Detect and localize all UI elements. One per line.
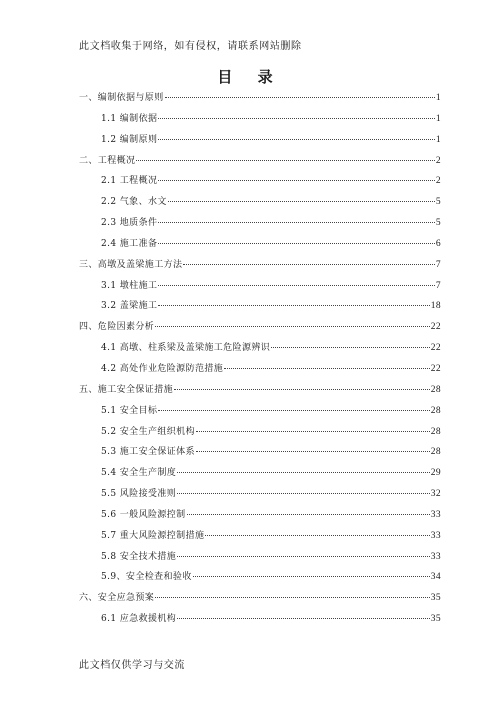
toc-entry-title: 5.3 施工安全保证体系	[101, 447, 195, 458]
toc-dot-leader	[177, 493, 430, 494]
toc-dot-leader	[168, 201, 435, 202]
toc-title: 目 录	[217, 68, 283, 86]
toc-chapter-entry[interactable]	[79, 258, 441, 279]
toc-section-entry[interactable]	[79, 362, 441, 383]
toc-entry-title: 3.2 盖梁施工	[101, 301, 158, 312]
toc-entry-title: 5.7 重大风险源控制措施	[101, 530, 205, 541]
toc-section-entry[interactable]	[79, 445, 441, 466]
toc-entry-title: 2.4 施工准备	[101, 238, 158, 249]
toc-section-entry[interactable]	[79, 299, 441, 320]
toc-page-number: 32	[430, 489, 441, 500]
toc-entry-title: 1.1 编制依据	[101, 113, 158, 124]
toc-page-number: 28	[430, 426, 441, 437]
toc-entry-title: 4.2 高处作业危险源防范措施	[101, 363, 224, 374]
toc-section-entry[interactable]	[79, 612, 441, 633]
toc-chapter-entry[interactable]	[79, 383, 441, 404]
toc-dot-leader	[158, 410, 429, 411]
toc-dot-leader	[196, 451, 430, 452]
toc-section-entry[interactable]	[79, 216, 441, 237]
toc-section-entry[interactable]	[79, 341, 441, 362]
toc-dot-leader	[158, 285, 434, 286]
toc-page-number: 22	[430, 322, 441, 333]
toc-entry-title: 5.2 安全生产组织机构	[101, 426, 195, 437]
header-note: 此文档收集于网络，如有侵权，请联系网站删除	[79, 41, 302, 52]
toc-section-entry[interactable]	[79, 112, 441, 133]
toc-entry-title: 2.3 地质条件	[101, 218, 158, 229]
toc-page-number: 1	[435, 134, 441, 145]
toc-dot-leader	[158, 222, 434, 223]
toc-page-number: 35	[430, 614, 441, 625]
toc-dot-leader	[165, 97, 435, 98]
toc-entry-title: 2.1 工程概况	[101, 176, 158, 187]
toc-entry-title: 1.2 编制原则	[101, 134, 158, 145]
toc-dot-leader	[158, 243, 434, 244]
toc-section-entry[interactable]	[79, 133, 441, 154]
toc-entry-title: 5.8 安全技术措施	[101, 551, 177, 562]
toc-section-entry[interactable]	[79, 550, 441, 571]
toc-dot-leader	[187, 514, 430, 515]
toc-dot-leader	[158, 118, 434, 119]
toc-dot-leader	[271, 347, 430, 348]
toc-entry-title: 6.1 应急救援机构	[101, 614, 177, 625]
toc-dot-leader	[224, 368, 430, 369]
toc-dot-leader	[136, 160, 434, 161]
toc-dot-leader	[205, 535, 429, 536]
toc-page-number: 7	[435, 259, 441, 270]
toc-dot-leader	[155, 326, 429, 327]
toc-page-number: 35	[430, 593, 441, 604]
toc-entry-title: 5.6 一般风险源控制	[101, 509, 186, 520]
toc-section-entry[interactable]	[79, 487, 441, 508]
toc-entry-title: 五、施工安全保证措施	[79, 384, 174, 395]
toc-entry-title: 5.5 风险接受准则	[101, 489, 177, 500]
toc-page-number: 2	[435, 176, 441, 187]
toc-page-number: 6	[435, 238, 441, 249]
toc-section-entry[interactable]	[79, 279, 441, 300]
toc-dot-leader	[158, 305, 429, 306]
toc-dot-leader	[158, 180, 434, 181]
toc-section-entry[interactable]	[79, 570, 441, 591]
toc-section-entry[interactable]	[79, 529, 441, 550]
toc-section-entry[interactable]	[79, 404, 441, 425]
toc-page-number: 1	[435, 93, 441, 103]
toc-dot-leader	[155, 597, 429, 598]
toc-entry-title: 5.9、安全检查和验收	[101, 572, 192, 583]
toc-section-entry[interactable]	[79, 174, 441, 195]
toc-dot-leader	[177, 472, 430, 473]
toc-section-entry[interactable]	[79, 508, 441, 529]
toc-page-number: 5	[435, 218, 441, 229]
toc-dot-leader	[158, 139, 434, 140]
toc-page-number: 29	[430, 468, 441, 479]
toc-dot-leader	[193, 576, 430, 577]
toc-chapter-entry[interactable]	[79, 154, 441, 175]
toc-entry-title: 4.1 高墩、柱系梁及盖梁施工危险源辨识	[101, 343, 271, 354]
toc-entry-title: 一、编制依据与原则	[79, 93, 164, 103]
toc-entry-title: 5.1 安全目标	[101, 405, 158, 416]
toc-section-entry[interactable]	[79, 466, 441, 487]
toc-dot-leader	[196, 431, 430, 432]
toc-entry-title: 2.2 气象、水文	[101, 197, 167, 208]
toc-page-number: 1	[435, 113, 441, 124]
toc-page-number: 34	[430, 572, 441, 583]
toc-dot-leader	[183, 264, 434, 265]
toc-entry-title: 三、高墩及盖梁施工方法	[79, 259, 183, 270]
toc-page-number: 33	[430, 530, 441, 541]
toc-page-number: 28	[430, 447, 441, 458]
toc-chapter-entry[interactable]	[79, 591, 441, 612]
toc-chapter-entry[interactable]	[79, 91, 441, 112]
toc-page-number: 33	[430, 509, 441, 520]
table-of-contents	[79, 91, 441, 633]
toc-page-number: 22	[430, 363, 441, 374]
toc-entry-title: 六、安全应急预案	[79, 593, 155, 604]
toc-chapter-entry[interactable]	[79, 320, 441, 341]
toc-entry-title: 3.1 墩柱施工	[101, 280, 158, 291]
toc-section-entry[interactable]	[79, 195, 441, 216]
toc-page-number: 28	[430, 384, 441, 395]
toc-page-number: 7	[435, 280, 441, 291]
toc-dot-leader	[174, 389, 430, 390]
toc-page-number: 2	[435, 155, 441, 166]
toc-dot-leader	[177, 618, 430, 619]
footer-note: 此文档仅供学习与交流	[79, 660, 185, 671]
toc-entry-title: 5.4 安全生产制度	[101, 468, 177, 479]
toc-section-entry[interactable]	[79, 425, 441, 446]
toc-page-number: 33	[430, 551, 441, 562]
toc-page-number: 5	[435, 197, 441, 208]
toc-page-number: 28	[430, 405, 441, 416]
toc-entry-title: 二、工程概况	[79, 155, 136, 166]
toc-page-number: 18	[430, 301, 441, 312]
toc-page-number: 22	[430, 343, 441, 354]
toc-entry-title: 四、危险因素分析	[79, 322, 155, 333]
toc-dot-leader	[177, 556, 430, 557]
toc-section-entry[interactable]	[79, 237, 441, 258]
